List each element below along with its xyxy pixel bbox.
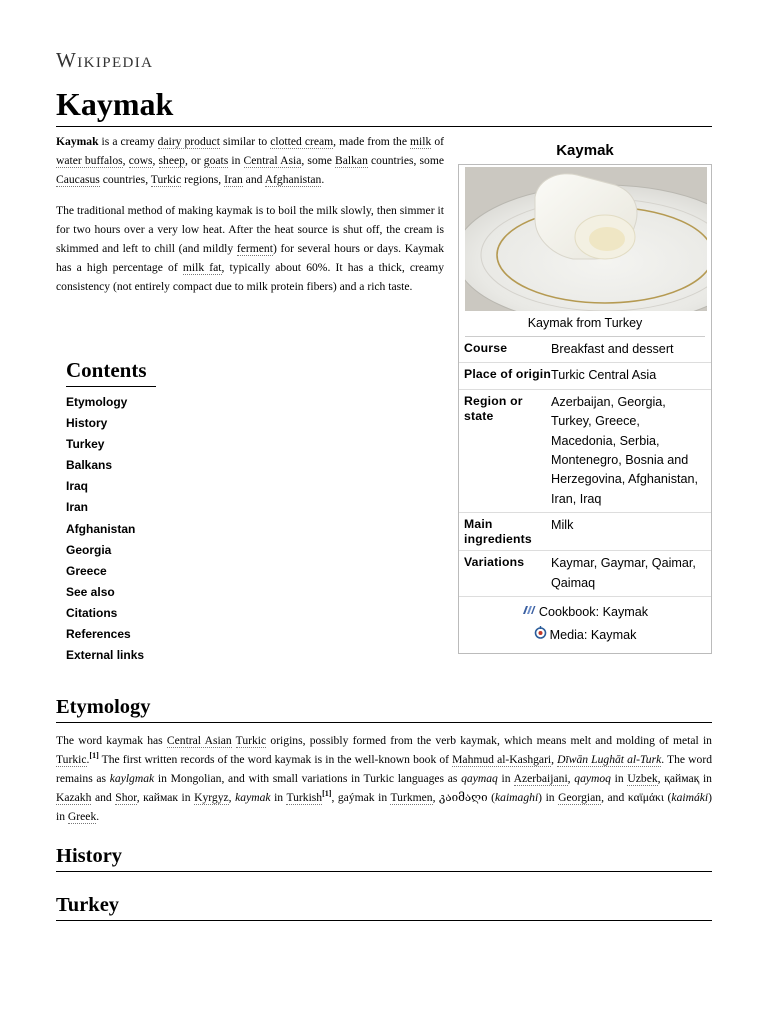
- infobox-row: [459, 513, 711, 551]
- infobox-value: Turkic Central Asia: [551, 368, 657, 383]
- infobox-row: [459, 337, 711, 363]
- text-run: kaylgmak: [109, 772, 155, 785]
- text-run: qaymaq: [461, 772, 498, 785]
- infobox-rows: [459, 337, 711, 597]
- kaymak-photo-illustration: [465, 167, 707, 311]
- text-run: , and καϊμάκι (: [601, 791, 672, 804]
- text-run: The first written records of the word kaymak is in the well-known book of: [98, 753, 453, 766]
- inline-link[interactable]: Azerbaijani: [513, 772, 568, 785]
- infobox-body: [458, 164, 712, 654]
- text-run: in Mongolian, and with small variations in Turkic languages as: [154, 772, 462, 785]
- text-run: countries,: [99, 173, 151, 186]
- infobox-label: Course: [464, 341, 508, 355]
- text-run: The traditional method of making kaymak is to boil the milk slowly, then simmer it for two hours over a very low heat. After the heat source is shut off, the cream is skimmed and left to chill (and mildly: [56, 204, 444, 255]
- toc-item[interactable]: Greece: [66, 563, 107, 578]
- inline-link[interactable]: Iran: [224, 173, 243, 186]
- text-run: .: [96, 810, 100, 823]
- intro-paragraph-2: [56, 201, 444, 296]
- media-link[interactable]: [459, 624, 711, 647]
- inline-link[interactable]: milk: [410, 135, 432, 148]
- inline-link[interactable]: Balkan: [335, 154, 368, 167]
- intro-section: [56, 132, 444, 308]
- infobox-label: Variations: [464, 555, 525, 570]
- text-run: and: [242, 173, 265, 186]
- text-run: kaymak: [235, 791, 271, 804]
- toc-item[interactable]: History: [66, 416, 108, 431]
- inline-link[interactable]: Kyrgyz: [194, 791, 229, 804]
- text-run: regions,: [181, 173, 225, 186]
- inline-link[interactable]: Turkmen: [390, 791, 433, 804]
- text-run: , some: [301, 154, 336, 167]
- inline-link[interactable]: Central Asia: [243, 154, 302, 167]
- text-run: of: [431, 135, 444, 148]
- text-run: in: [610, 772, 628, 785]
- citation-ref[interactable]: [1]: [322, 789, 332, 799]
- inline-link[interactable]: Turkic: [150, 173, 182, 186]
- bold-term: Kaymak: [56, 135, 99, 148]
- infobox-value: Kaymar, Gaymar, Qaimar, Qaimaq: [551, 556, 696, 590]
- text-run: ) in: [538, 791, 559, 804]
- cookbook-link-text: Cookbook: Kaymak: [538, 605, 649, 620]
- inline-link[interactable]: Afghanistan: [264, 173, 322, 186]
- toc-items: [66, 393, 186, 667]
- toc-item[interactable]: Afghanistan: [66, 521, 136, 536]
- text-run: is a creamy: [98, 135, 158, 148]
- infobox-label: Main ingredients: [464, 517, 532, 547]
- inline-link[interactable]: sheep: [158, 154, 185, 167]
- toc-item[interactable]: Iraq: [66, 479, 89, 494]
- infobox-row: [459, 551, 711, 597]
- text-run: ,: [152, 154, 159, 167]
- toc-item[interactable]: References: [66, 627, 131, 642]
- text-run: ) in: [56, 791, 712, 823]
- text-run: ,: [122, 154, 129, 167]
- text-run: , каймак in: [136, 791, 195, 804]
- inline-link[interactable]: Kazakh: [56, 791, 92, 804]
- infobox-caption: Kaymak from Turkey: [465, 311, 705, 337]
- inline-link[interactable]: milk fat: [182, 261, 222, 274]
- text-run: , კაიმაღი (: [432, 791, 496, 804]
- text-run: similar to: [219, 135, 271, 148]
- inline-link[interactable]: clotted cream: [270, 135, 334, 148]
- wikimedia-commons-icon: [534, 624, 547, 647]
- text-run: ,: [551, 753, 558, 766]
- inline-link[interactable]: dairy product: [157, 135, 220, 148]
- toc-item[interactable]: Balkans: [66, 458, 113, 473]
- text-run: The word kaymak has: [56, 734, 167, 747]
- text-run: kaimáki: [671, 791, 709, 804]
- text-run: , typically about 60%. It has a thick, creamy consistency (not entirely compact due to milk protein fibers) and a rich taste.: [56, 261, 444, 293]
- inline-link[interactable]: Georgian: [558, 791, 602, 804]
- inline-link[interactable]: goats: [203, 154, 229, 167]
- wikipedia-logo[interactable]: Wikipedia: [56, 48, 154, 72]
- text-run: ,: [567, 772, 575, 785]
- text-run: , made from the: [333, 135, 411, 148]
- text-run: and: [91, 791, 116, 804]
- text-run: in: [270, 791, 287, 804]
- infobox-label: Region or state: [464, 393, 523, 423]
- toc-item[interactable]: Etymology: [66, 395, 128, 409]
- text-run: ) for several hours or days. Kaymak has a high percentage of: [56, 242, 444, 274]
- toc-item[interactable]: Turkey: [66, 437, 105, 452]
- infobox-value: Azerbaijan, Georgia, Turkey, Greece, Macedonia, Serbia, Montenegro, Bosnia and Herzegovina, Afghanistan, Iran, Iraq: [551, 394, 699, 506]
- inline-link[interactable]: Shor: [115, 791, 137, 804]
- inline-link[interactable]: Greek: [67, 810, 97, 823]
- intro-paragraph-1: [56, 132, 444, 189]
- inline-link[interactable]: Uzbek: [627, 772, 658, 785]
- page-title: Kaymak: [56, 84, 712, 127]
- inline-link[interactable]: Central Asian: [166, 734, 232, 747]
- toc-item[interactable]: Georgia: [66, 542, 112, 557]
- infobox-value: Milk: [551, 518, 574, 533]
- inline-link[interactable]: Caucasus: [56, 173, 100, 186]
- citation-ref[interactable]: [1]: [89, 751, 99, 761]
- text-run: kaimaghi: [495, 791, 539, 804]
- text-run: ,: [228, 791, 236, 804]
- heading-etymology: Etymology: [56, 694, 712, 723]
- infobox: [458, 140, 712, 654]
- text-run: , gaýmak in: [331, 791, 391, 804]
- inline-link[interactable]: Dīwān Lughāt al-Turk: [557, 753, 662, 766]
- inline-link[interactable]: Mahmud al-Kashgari: [452, 753, 552, 766]
- inline-link[interactable]: cows: [128, 154, 153, 167]
- infobox-row: [459, 390, 711, 513]
- toc-item[interactable]: Iran: [66, 500, 89, 515]
- infobox-label: Place of origin: [464, 367, 551, 382]
- cookbook-link[interactable]: [459, 601, 711, 624]
- text-run: in: [497, 772, 514, 785]
- table-of-contents: [66, 356, 186, 667]
- infobox-row: [459, 363, 711, 389]
- text-run: .: [321, 173, 325, 186]
- toc-item[interactable]: External links: [66, 648, 145, 663]
- toc-item[interactable]: Citations: [66, 605, 118, 620]
- text-run: , қаймақ in: [657, 772, 712, 785]
- infobox-title: Kaymak: [556, 142, 614, 159]
- text-run: countries, some: [367, 154, 444, 167]
- text-run: , or: [184, 154, 204, 167]
- heading-history: History: [56, 843, 712, 872]
- inline-link[interactable]: Turkish: [286, 791, 323, 804]
- etymology-paragraph: [56, 731, 712, 826]
- heading-turkey: Turkey: [56, 892, 712, 921]
- media-link-text: Media: Kaymak: [549, 628, 637, 643]
- text-run: . The word remains as: [56, 753, 712, 785]
- toc-item[interactable]: See also: [66, 584, 115, 599]
- text-run: origins, possibly formed from the verb kaymak, which means melt and molding of metal in: [266, 734, 712, 747]
- text-run: qaymoq: [574, 772, 611, 785]
- text-run: in: [228, 154, 244, 167]
- kaymak-photo[interactable]: [465, 167, 707, 311]
- toc-title: Contents: [66, 356, 156, 387]
- wikibooks-icon: [522, 601, 536, 624]
- infobox-value: Breakfast and dessert: [551, 342, 674, 356]
- inline-link[interactable]: water buffalos: [56, 154, 123, 167]
- inline-link[interactable]: ferment: [236, 242, 273, 255]
- inline-link[interactable]: Turkic: [235, 734, 267, 747]
- text-run: .: [86, 753, 90, 766]
- infobox-links: [459, 597, 711, 653]
- inline-link[interactable]: Turkic: [56, 753, 87, 766]
